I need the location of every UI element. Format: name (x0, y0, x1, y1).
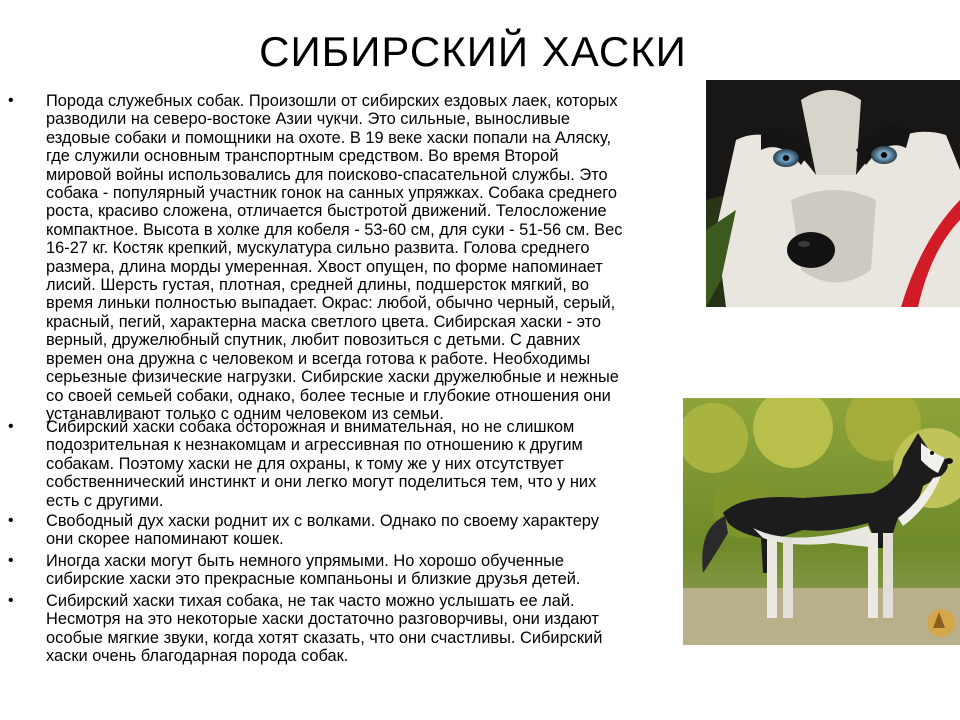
text-line: есть с другими. (46, 491, 164, 510)
text-line: сибирские хаски это прекрасные компаньоны и близкие друзья детей. (46, 570, 581, 589)
text-line: верный, дружелюбный спутник, любит повозиться с детьми. С давних (46, 331, 581, 350)
text-line: устанавливают только с одним человеком из семьи. (46, 404, 444, 423)
text-line: Порода служебных собак. Произошли от сибирских ездовых лаек, которых (46, 92, 618, 110)
bullet-text (46, 592, 708, 666)
text-line: ездовые собаки и помощники на охоте. В 19 веке хаски попали на Аляску, (46, 128, 612, 147)
text-line: собакам. Поэтому хаски не для охраны, к тому же у них отсутствует (46, 454, 564, 473)
bullet-text (46, 92, 708, 423)
text-line: времен она дружна с человеком и всегда готова к работе. Необходимы (46, 349, 591, 368)
text-line: компактное. Высота в холке для кобеля - 53-60 см, для суки - 51-56 см. Вес (46, 220, 623, 239)
text-line: Сибирский хаски тихая собака, не так часто можно услышать ее лай. (46, 592, 575, 610)
slide-title: СИБИРСКИЙ ХАСКИ (259, 28, 687, 75)
bullet-marker: • (8, 552, 14, 569)
text-line: подозрительная к незнакомцам и агрессивная по отношению к другим (46, 436, 583, 455)
text-line: 16-27 кг. Костяк крепкий, мускулатура сильно развита. Голова среднего (46, 239, 590, 258)
text-line: Несмотря на это некоторые хаски достаточно разговорчивы, они издают (46, 610, 599, 629)
text-line: разводили на северо-востоке Азии чукчи. Это сильные, выносливые (46, 110, 570, 129)
text-line: размера, длина морды умеренная. Хвост опущен, по форме напоминает (46, 257, 603, 276)
text-line: роста, красиво сложена, отличается быстротой движений. Телосложение (46, 202, 607, 221)
bullet-marker: • (8, 592, 14, 609)
text-line: со своей семьей собаки, однако, более тесные и глубокие отношения они (46, 386, 611, 405)
text-line: мировой войны использовались для поисково-спасательной службы. Это (46, 165, 608, 184)
text-line: собственнический инстинкт и они легко могут поделиться тем, что у них (46, 473, 597, 492)
bullet-marker: • (8, 512, 14, 529)
text-line: Сибирский хаски собака осторожная и внимательная, но не слишком (46, 418, 575, 436)
text-line: Иногда хаски могут быть немного упрямыми. Но хорошо обученные (46, 552, 565, 570)
text-line: особые мягкие звуки, когда хотят сказать, что они счастливы. Сибирский (46, 628, 603, 647)
bullet-text (46, 418, 708, 510)
text-line: время линьки полностью выпадает. Окрас: любой, обычно черный, серый, (46, 294, 616, 313)
text-line: хаски очень благодарная порода собак. (46, 647, 349, 666)
text-line: лисий. Шерсть густая, плотная, средней длины, подшерсток мягкий, во (46, 276, 590, 295)
text-line: где служили основным транспортным средством. Во время Второй (46, 147, 559, 166)
text-line: красный, пегий, характерна маска светлого цвета. Сибирская хаски - это (46, 312, 602, 331)
text-line: они скорее напоминают кошек. (46, 530, 284, 549)
text-line: Свободный дух хаски роднит их с волками. Однако по своему характеру (46, 512, 599, 530)
text-line: серьезные физические нагрузки. Сибирские хаски дружелюбные и нежные (46, 368, 619, 387)
bullet-text (46, 552, 708, 589)
bullet-marker: • (8, 92, 14, 109)
text-line: собака - популярный участник гонок на санных упряжках. Собака среднего (46, 184, 618, 203)
bullet-text (46, 512, 708, 549)
bullet-marker: • (8, 418, 14, 435)
